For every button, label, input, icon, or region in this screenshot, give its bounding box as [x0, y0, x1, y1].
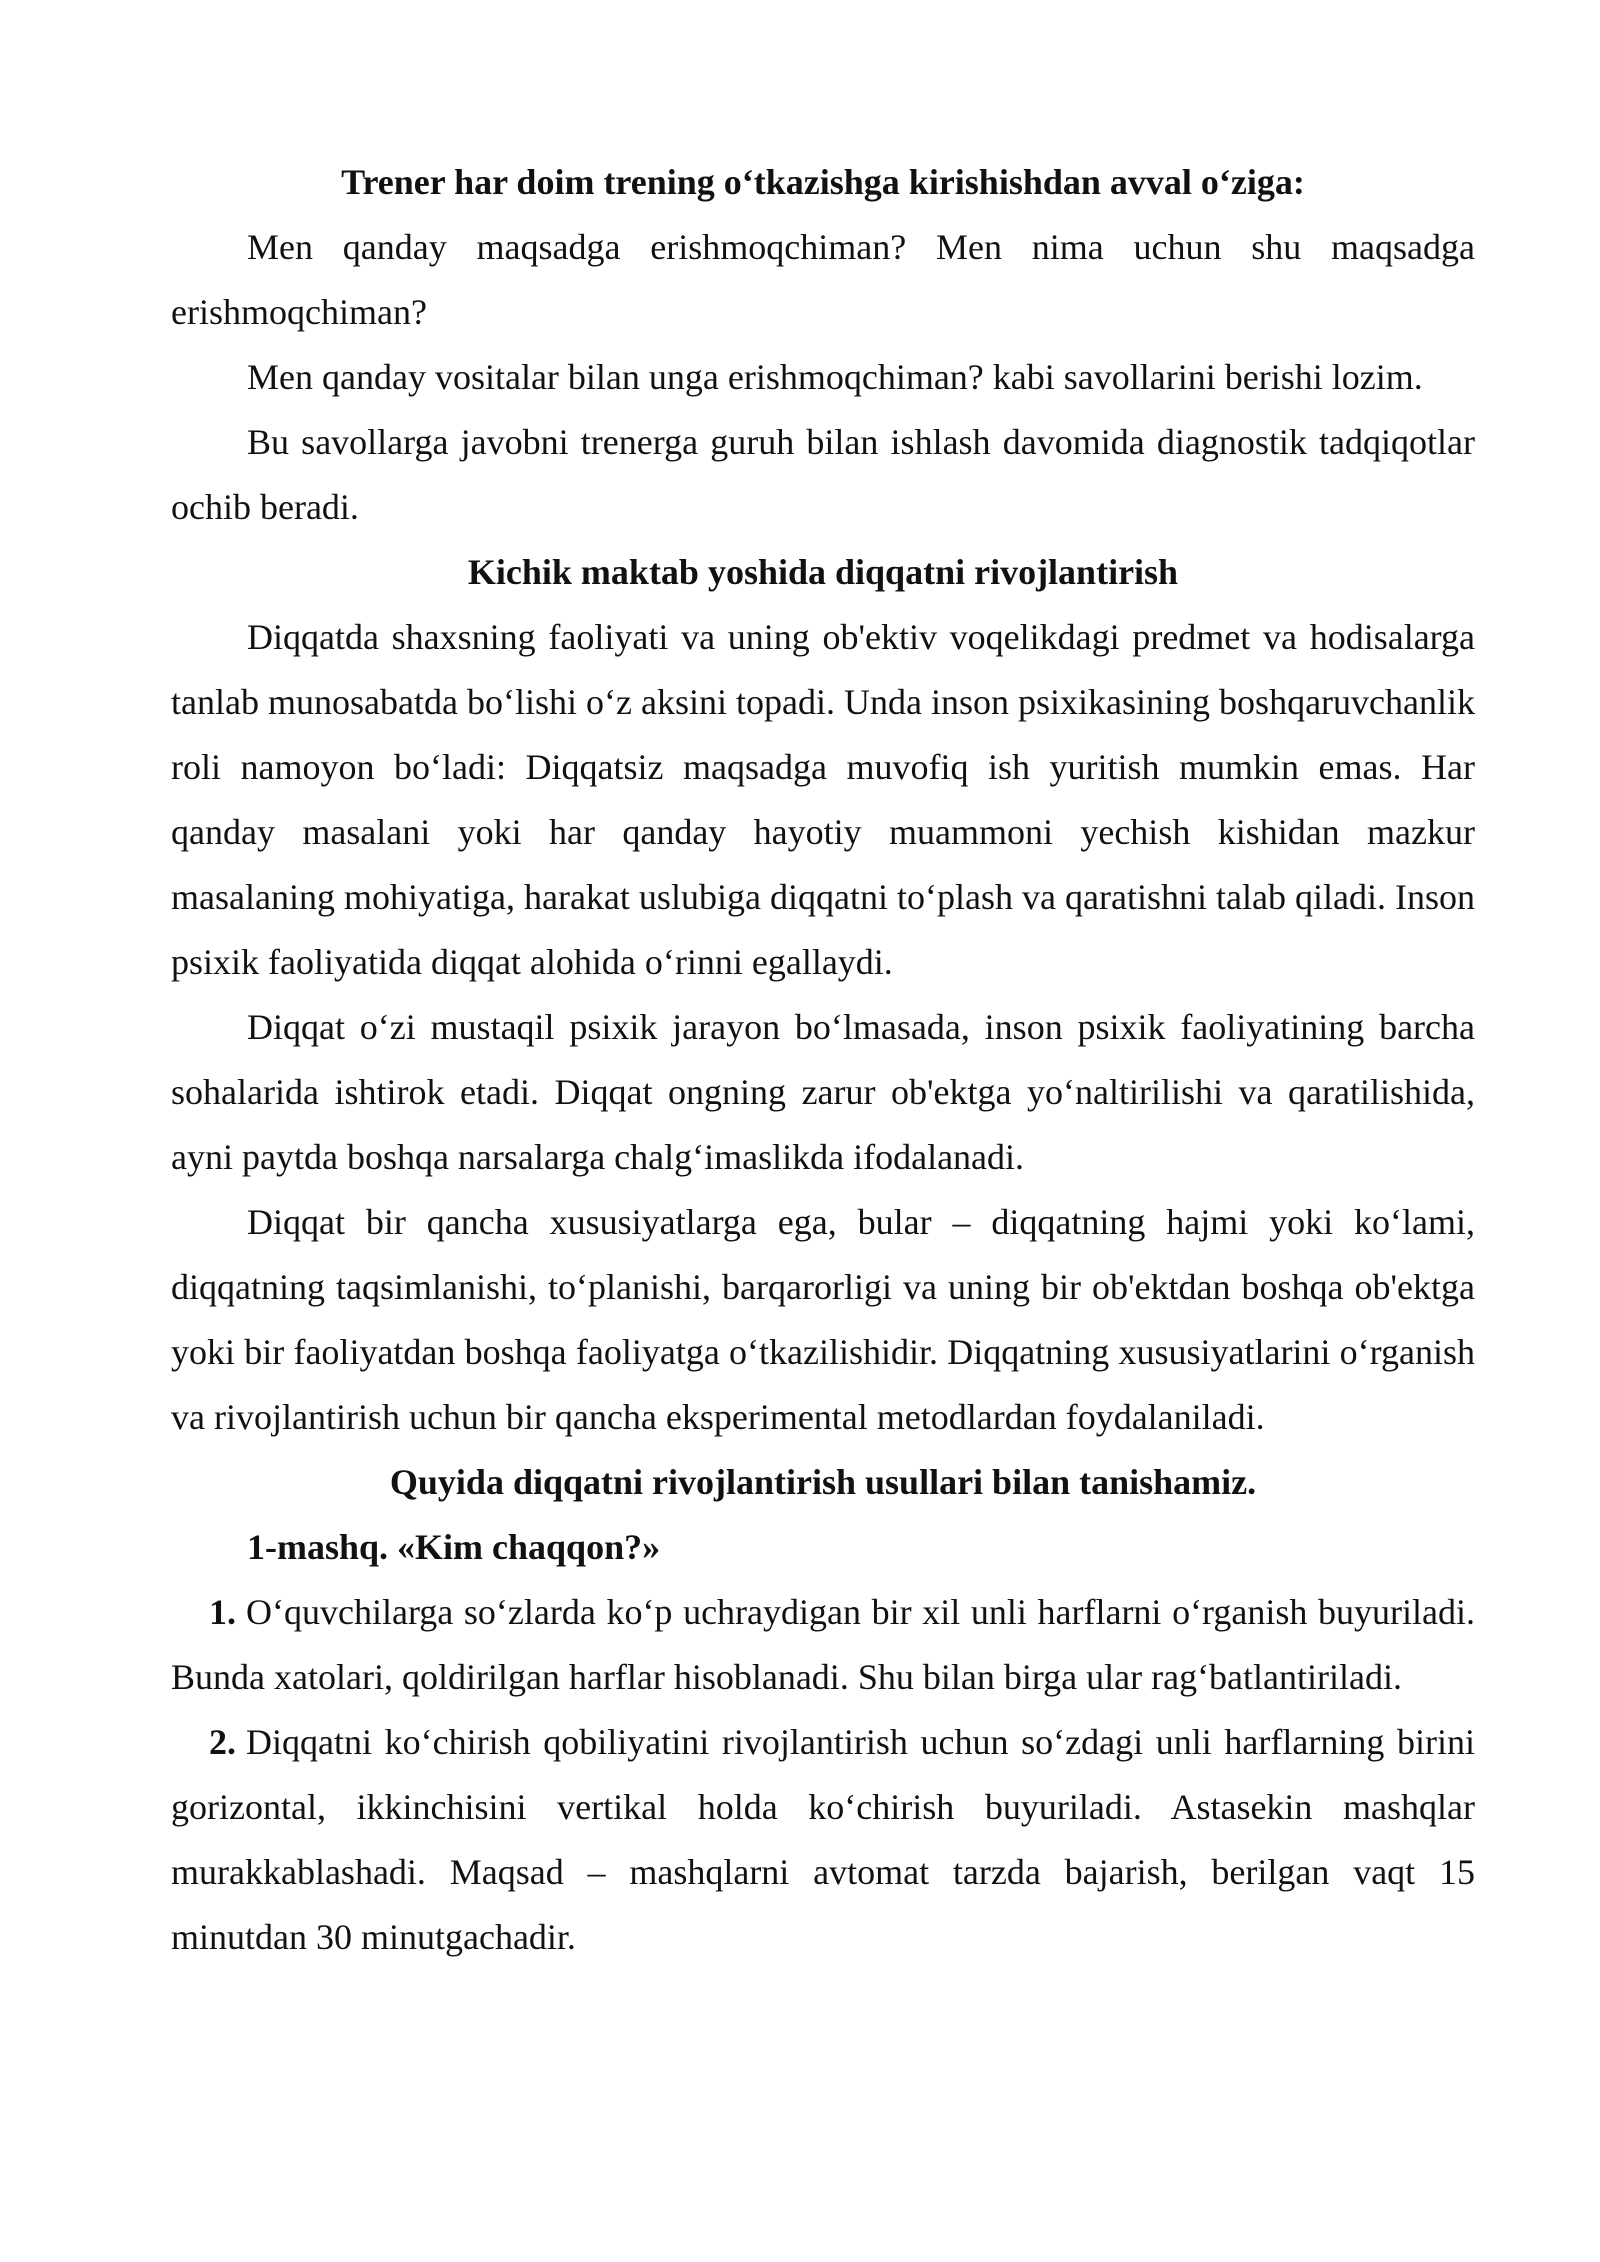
paragraph-attention-definition: Diqqatda shaxsning faoliyati va uning ob'ektiv voqelikdagi predmet va hodisalarga tanlab munosabatda bo‘lishi o‘z aksini topadi. Unda inson psixikasining boshqaruvchanlik roli namoyon bo‘ladi: Diqqatsiz maqsadga muvofiq ish yuritish mumkin emas. Har qanday masalani yoki har qanday hayotiy muammoni yechish kishidan mazkur masalaning mohiyatiga, harakat uslubiga diqqatni to‘plash va qaratishni talab qiladi. Inson psixik faoliyatida diqqat alohida o‘rinni egallaydi. — [171, 617, 1475, 982]
heading-attention-development: Kichik maktab yoshida diqqatni rivojlantirish — [467, 552, 1179, 592]
paragraph-diagnostics: Bu savollarga javobni trenerga guruh bilan ishlash davomida diagnostik tadqiqotlar ochib beradi. — [171, 422, 1475, 527]
exercise-title: 1-mashq. «Kim chaqqon?» — [247, 1527, 661, 1567]
paragraph-attention-properties: Diqqat bir qancha xususiyatlarga ega, bular – diqqatning hajmi yoki ko‘lami, diqqatning taqsimlanishi, to‘planishi, barqarorligi va uning bir ob'ektdan boshqa ob'ektga yoki bir faoliyatdan boshqa faoliyatga o‘tkazilishidir. Diqqatning xususiyatlarini o‘rganish va rivojlantirish uchun bir qancha eksperimental metodlardan foydalaniladi. — [171, 1202, 1475, 1437]
paragraph-attention-process: Diqqat o‘zi mustaqil psixik jarayon bo‘lmasada, inson psixik faoliyatining barcha sohalarida ishtirok etadi. Diqqat ongning zarur ob'ektga yo‘naltirilishi va qaratilishida, ayni paytda boshqa narsalarga chalg‘imaslikda ifodalanadi. — [171, 1007, 1475, 1177]
list-item — [171, 1580, 1475, 1710]
list-item — [171, 1710, 1475, 1970]
heading-trainer-questions: Trener har doim trening o‘tkazishga kirishishdan avval o‘ziga: — [341, 162, 1305, 202]
list-item-number: 1. — [209, 1592, 236, 1632]
heading-methods-intro: Quyida diqqatni rivojlantirish usullari bilan tanishamiz. — [389, 1462, 1257, 1502]
list-item-text: O‘quvchilarga so‘zlarda ko‘p uchraydigan bir xil unli harflarni o‘rganish buyuriladi. Bunda xatolari, qoldirilgan harflar hisoblanadi. Shu bilan birga ular rag‘batlantiriladi. — [171, 1592, 1475, 1697]
document-page — [171, 150, 1475, 1970]
list-item-text: Diqqatni ko‘chirish qobiliyatini rivojlantirish uchun so‘zdagi unli harflarning birini gorizontal, ikkinchisini vertikal holda ko‘chirish buyuriladi. Astasekin mashqlar murakkablashadi. Maqsad – mashqlarni avtomat tarzda bajarish, berilgan vaqt 15 minutdan 30 minutgachadir. — [171, 1722, 1475, 1957]
paragraph-means-question: Men qanday vositalar bilan unga erishmoqchiman? kabi savollarini berishi lozim. — [247, 357, 1423, 397]
paragraph-goal-question: Men qanday maqsadga erishmoqchiman? Men nima uchun shu maqsadga erishmoqchiman? — [171, 227, 1475, 332]
list-item-number: 2. — [209, 1722, 236, 1762]
